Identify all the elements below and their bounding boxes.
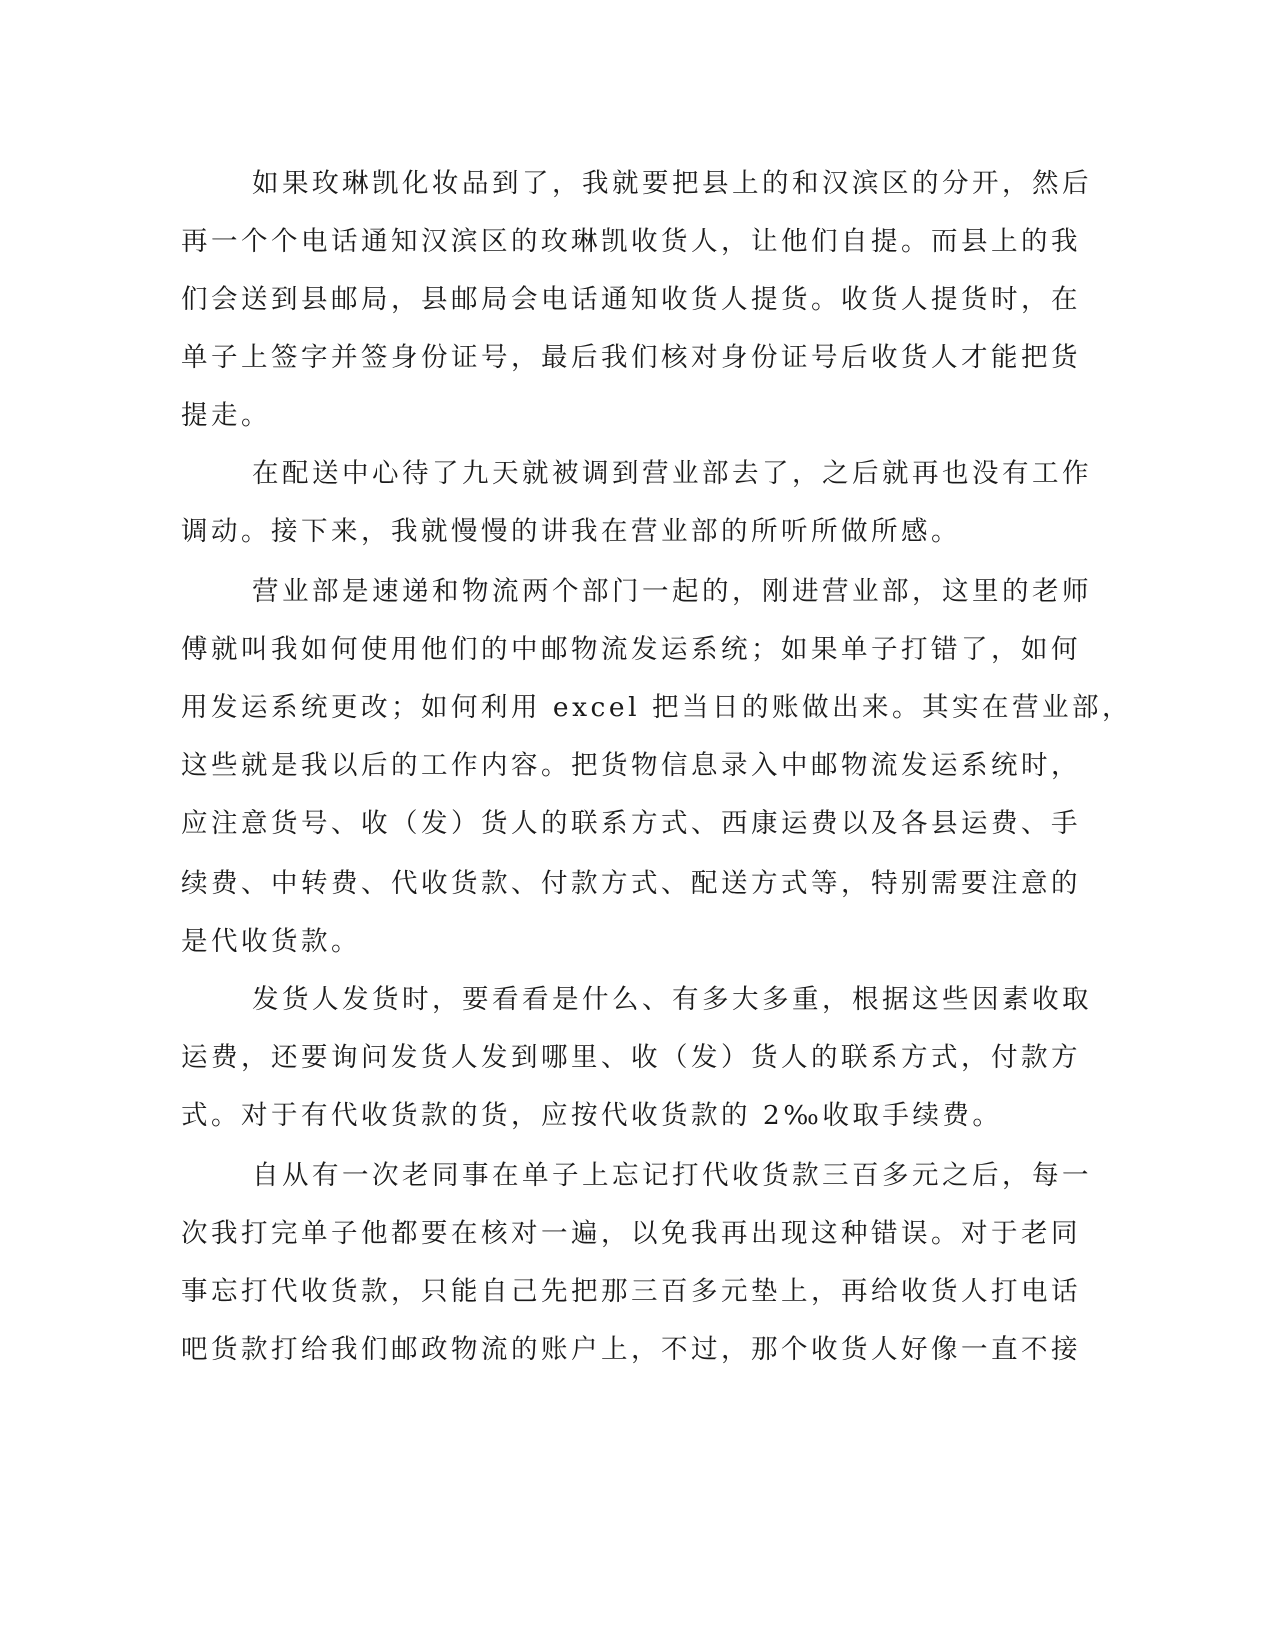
paragraph-4-line-1: 发货人发货时，要看看是什么、有多大多重，根据这些因素收取 xyxy=(252,984,1092,1015)
paragraph-3-line-2: 傅就叫我如何使用他们的中邮物流发运系统；如果单子打错了，如何 xyxy=(181,634,1081,665)
paragraph-3-line-1: 营业部是速递和物流两个部门一起的，刚进营业部，这里的老师 xyxy=(252,576,1092,607)
paragraph-4-line-2: 运费，还要询问发货人发到哪里、收（发）货人的联系方式，付款方 xyxy=(181,1042,1081,1073)
paragraph-1-line-5: 提走。 xyxy=(181,400,271,431)
paragraph-3-line-7: 是代收货款。 xyxy=(181,926,361,957)
paragraph-4-line-3: 式。对于有代收货款的货，应按代收货款的 2‰收取手续费。 xyxy=(181,1100,1003,1131)
paragraph-3-line-5: 应注意货号、收（发）货人的联系方式、西康运费以及各县运费、手 xyxy=(181,808,1081,839)
paragraph-3-line-6: 续费、中转费、代收货款、付款方式、配送方式等，特别需要注意的 xyxy=(181,868,1081,899)
paragraph-1-line-3: 们会送到县邮局，县邮局会电话通知收货人提货。收货人提货时，在 xyxy=(181,284,1081,315)
paragraph-1-line-1: 如果玫琳凯化妆品到了，我就要把县上的和汉滨区的分开，然后 xyxy=(252,168,1092,199)
paragraph-5-line-2: 次我打完单子他都要在核对一遍，以免我再出现这种错误。对于老同 xyxy=(181,1218,1081,1249)
paragraph-5-line-1: 自从有一次老同事在单子上忘记打代收货款三百多元之后，每一 xyxy=(252,1160,1092,1191)
paragraph-1-line-4: 单子上签字并签身份证号，最后我们核对身份证号后收货人才能把货 xyxy=(181,342,1081,373)
paragraph-5-line-4: 吧货款打给我们邮政物流的账户上，不过，那个收货人好像一直不接 xyxy=(181,1334,1081,1365)
paragraph-5-line-3: 事忘打代收货款，只能自己先把那三百多元垫上，再给收货人打电话 xyxy=(181,1276,1081,1307)
paragraph-2-line-1: 在配送中心待了九天就被调到营业部去了，之后就再也没有工作 xyxy=(252,458,1092,489)
paragraph-3-line-3: 用发运系统更改；如何利用 excel 把当日的账做出来。其实在营业部， xyxy=(181,692,1132,723)
paragraph-1-line-2: 再一个个电话通知汉滨区的玫琳凯收货人，让他们自提。而县上的我 xyxy=(181,226,1081,257)
paragraph-3-line-4: 这些就是我以后的工作内容。把货物信息录入中邮物流发运系统时， xyxy=(181,750,1081,781)
paragraph-2-line-2: 调动。接下来，我就慢慢的讲我在营业部的所听所做所感。 xyxy=(181,516,961,547)
